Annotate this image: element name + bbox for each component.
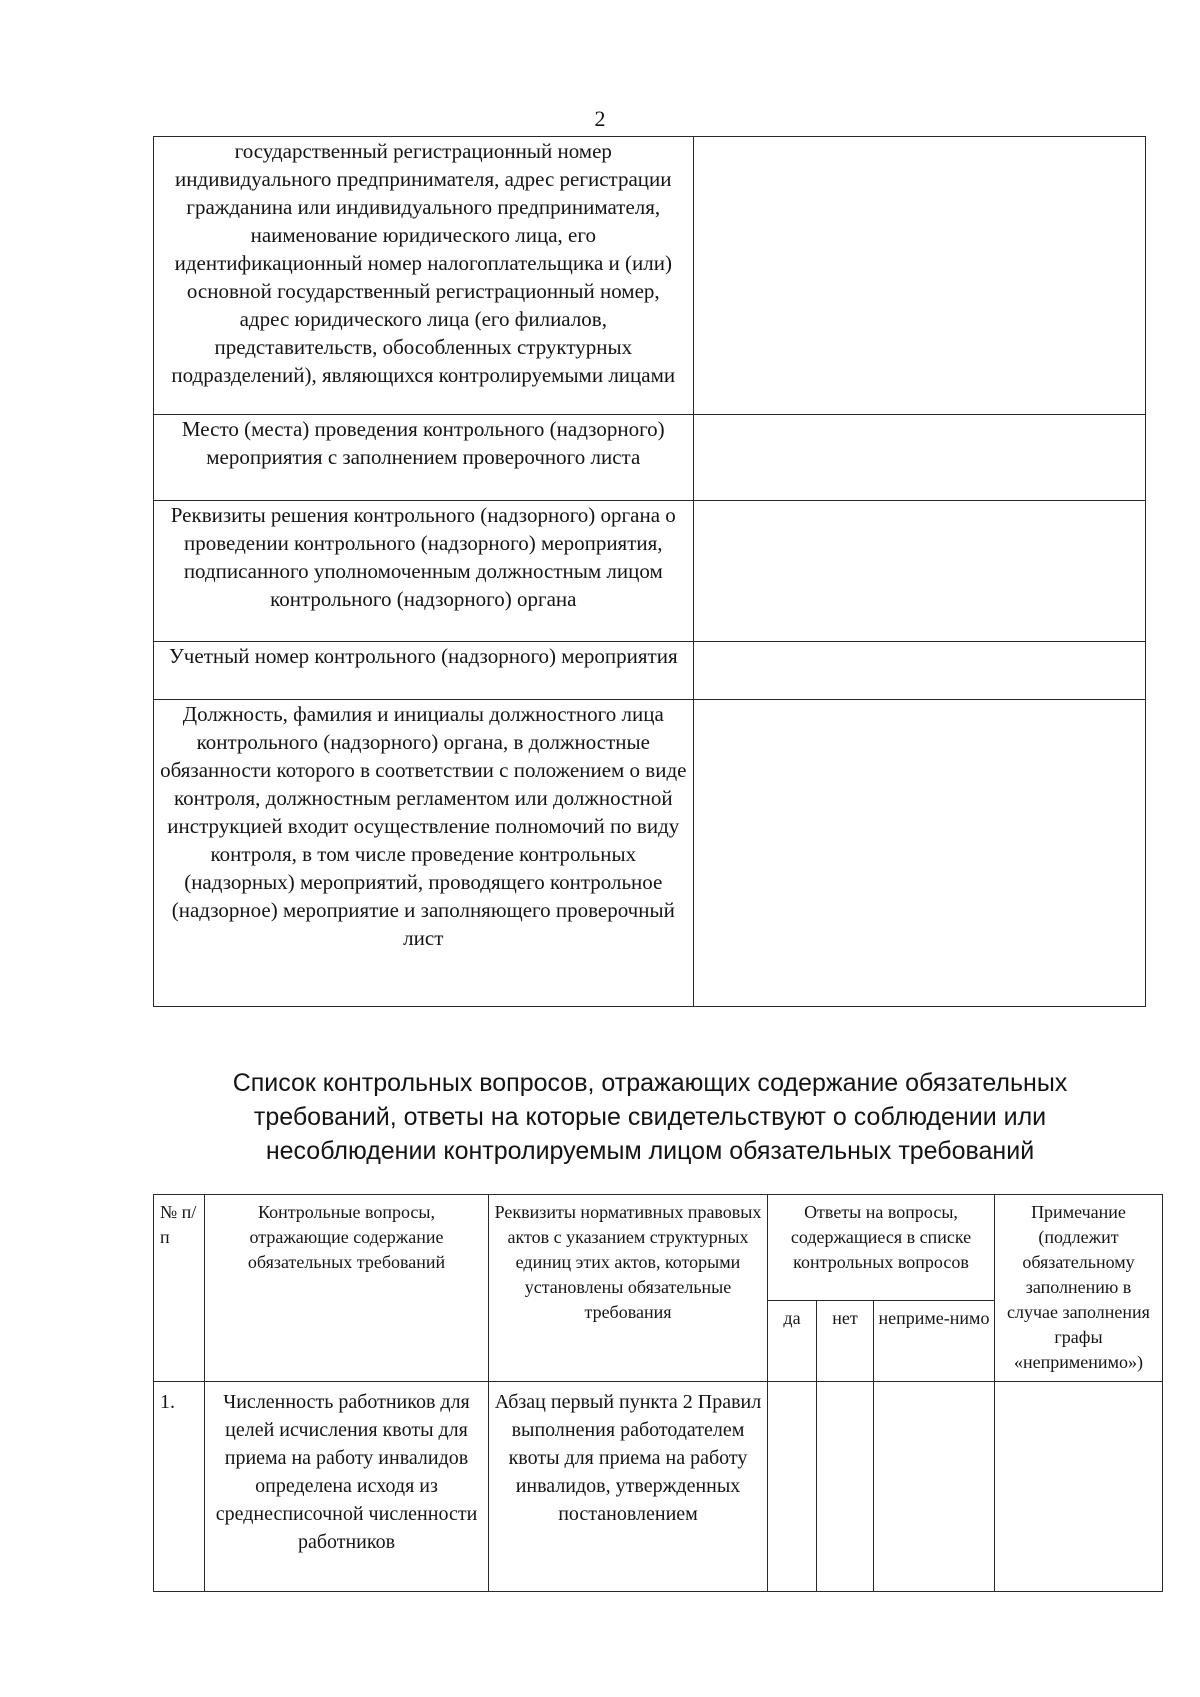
info-row-value[interactable] [693,137,1145,415]
info-row-value[interactable] [693,501,1145,642]
row-note-cell[interactable] [995,1382,1163,1592]
header-number: № п/п [154,1195,205,1382]
info-row-value[interactable] [693,415,1145,501]
page-number: 2 [594,106,606,131]
info-row-label: Должность, фамилия и инициалы должностного лица контрольного (надзорного) органа, в должностные обязанности которого в соответствии с положением о виде контроля, должностным регламентом или должностной инструкцией входит осуществление полномочий по виду контроля, в том числе проведение контрольных (надзорных) мероприятий, проводящего контрольное (надзорное) мероприятие и заполняющего проверочный лист [154,700,694,1007]
info-row [154,501,1146,642]
row-not-applicable-cell[interactable] [874,1382,995,1592]
section-heading-line: несоблюдении контролируемым лицом обязательных требований [265,1137,1035,1165]
section-heading-line: требований, ответы на которые свидетельствуют о соблюдении или [253,1103,1047,1131]
row-question: Численность работников для целей исчисления квоты для приема на работу инвалидов определена исходя из среднесписочной численности работников [205,1382,489,1592]
info-row [154,137,1146,415]
section-heading [150,1066,1150,1168]
header-no: нет [817,1301,874,1382]
info-row [154,415,1146,501]
info-row-label: Место (места) проведения контрольного (надзорного) мероприятия с заполнением проверочного листа [154,415,694,501]
row-requisites: Абзац первый пункта 2 Правил выполнения работодателем квоты для приема на работу инвалидов, утвержденных постановлением [489,1382,768,1592]
header-question: Контрольные вопросы, отражающие содержание обязательных требований [205,1195,489,1382]
row-number: 1. [154,1382,205,1592]
info-row-label: Учетный номер контрольного (надзорного) мероприятия [154,642,694,700]
header-not-applicable: неприме-нимо [874,1301,995,1382]
row-no-cell[interactable] [817,1382,874,1592]
info-row-label: Реквизиты решения контрольного (надзорного) органа о проведении контрольного (надзорного) мероприятия, подписанного уполномоченным должностным лицом контрольного (надзорного) органа [154,501,694,642]
questions-table [153,1194,1163,1592]
info-row-label: государственный регистрационный номер индивидуального предпринимателя, адрес регистрации гражданина или индивидуального предпринимателя, наименование юридического лица, его идентификационный номер налогоплательщика и (или) основной государственный регистрационный номер, адрес юридического лица (его филиалов, представительств, обособленных структурных подразделений), являющихся контролируемыми лицами [154,137,694,415]
questions-header-row [154,1195,1163,1301]
info-row [154,700,1146,1007]
header-note: Примечание (подлежит обязательному заполнению в случае заполнения графы «неприменимо») [995,1195,1163,1382]
header-yes: да [768,1301,817,1382]
table-row [154,1382,1163,1592]
info-row [154,642,1146,700]
section-heading-line: Список контрольных вопросов, отражающих содержание обязательных [232,1069,1068,1097]
info-row-value[interactable] [693,642,1145,700]
info-table [153,136,1146,1007]
header-answers: Ответы на вопросы, содержащиеся в списке контрольных вопросов [768,1195,995,1301]
header-requisites: Реквизиты нормативных правовых актов с указанием структурных единиц этих актов, которыми установлены обязательные требования [489,1195,768,1382]
info-row-value[interactable] [693,700,1145,1007]
row-yes-cell[interactable] [768,1382,817,1592]
